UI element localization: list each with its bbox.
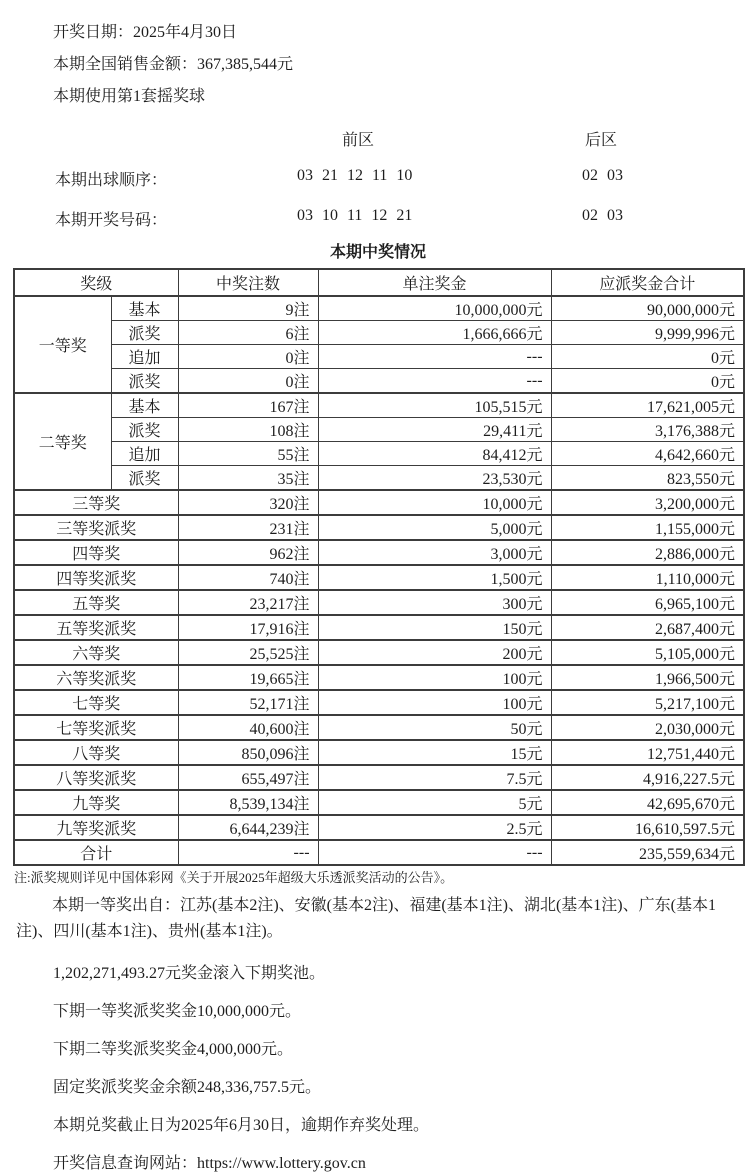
total-payout-cell: 16,610,597.5元 (551, 815, 744, 840)
prize-subtype-cell: 追加 (111, 442, 178, 466)
ball-set-text: 本期使用第1套摇奖球 (53, 88, 206, 105)
table-row (14, 640, 744, 665)
next-first-prize-bonus-text: 下期一等奖派奖奖金10,000,000元。 (53, 1003, 302, 1020)
table-header-row (14, 269, 744, 296)
total-payout-cell: 3,200,000元 (551, 490, 744, 515)
info-website-text: 开奖信息查询网站：https://www.lottery.gov.cn (53, 1155, 366, 1172)
single-prize-cell: 2.5元 (318, 815, 551, 840)
prize-level-cell: 七等奖 (14, 690, 178, 715)
winning-count-cell: 167注 (178, 393, 318, 418)
fixed-bonus-balance-text: 固定奖派奖奖金余额248,336,757.5元。 (53, 1079, 322, 1096)
total-payout-cell: 2,030,000元 (551, 715, 744, 740)
col-header-prize-level: 奖级 (14, 269, 178, 296)
total-payout-cell: 3,176,388元 (551, 418, 744, 442)
redemption-deadline-text: 本期兑奖截止日为2025年6月30日，逾期作弃奖处理。 (53, 1117, 430, 1134)
prize-level-cell: 五等奖派奖 (14, 615, 178, 640)
draw-order-back-numbers: 02 03 (582, 167, 623, 184)
table-row (14, 765, 744, 790)
single-prize-cell: 10,000元 (318, 490, 551, 515)
winning-count-cell: 6注 (178, 321, 318, 345)
total-payout-cell: 5,105,000元 (551, 640, 744, 665)
total-payout-cell: 4,916,227.5元 (551, 765, 744, 790)
prize-level-cell: 九等奖 (14, 790, 178, 815)
back-zone-label: 后区 (585, 132, 618, 149)
winning-count-cell: 962注 (178, 540, 318, 565)
prize-subtype-cell: 派奖 (111, 369, 178, 394)
single-prize-cell: 29,411元 (318, 418, 551, 442)
table-row (14, 515, 744, 540)
table-row (14, 442, 744, 466)
total-payout-cell: 12,751,440元 (551, 740, 744, 765)
winning-count-cell: 19,665注 (178, 665, 318, 690)
single-prize-cell: 200元 (318, 640, 551, 665)
table-row (14, 369, 744, 394)
winning-count-cell: 655,497注 (178, 765, 318, 790)
winning-count-cell: 740注 (178, 565, 318, 590)
winning-count-cell: 52,171注 (178, 690, 318, 715)
winning-count-cell: 25,525注 (178, 640, 318, 665)
single-prize-cell: 84,412元 (318, 442, 551, 466)
table-row (14, 690, 744, 715)
prize-level-cell: 七等奖派奖 (14, 715, 178, 740)
single-prize-cell: 15元 (318, 740, 551, 765)
total-payout-cell: 2,886,000元 (551, 540, 744, 565)
table-row (14, 418, 744, 442)
rollover-amount-text: 1,202,271,493.27元奖金滚入下期奖池。 (53, 965, 326, 982)
prize-table (13, 268, 745, 866)
winning-count-cell: 35注 (178, 466, 318, 491)
single-prize-cell: 300元 (318, 590, 551, 615)
table-row (14, 345, 744, 369)
draw-date-text: 开奖日期：2025年4月30日 (53, 24, 238, 41)
total-payout-cell: 1,155,000元 (551, 515, 744, 540)
single-prize-cell: 50元 (318, 715, 551, 740)
table-row (14, 490, 744, 515)
single-prize-cell: --- (318, 369, 551, 394)
prize-table-title: 本期中奖情况 (329, 244, 426, 261)
winning-count-cell: 23,217注 (178, 590, 318, 615)
winning-count-cell: 55注 (178, 442, 318, 466)
prize-table-body (14, 296, 744, 865)
sales-amount-text: 本期全国销售金额：367,385,544元 (53, 56, 294, 73)
winning-count-cell: --- (178, 840, 318, 865)
winning-count-cell: 17,916注 (178, 615, 318, 640)
winning-count-cell: 40,600注 (178, 715, 318, 740)
single-prize-cell: --- (318, 345, 551, 369)
winning-numbers-row (0, 207, 755, 229)
winning-count-cell: 108注 (178, 418, 318, 442)
table-row (14, 665, 744, 690)
draw-order-row (0, 167, 755, 189)
total-payout-cell: 6,965,100元 (551, 590, 744, 615)
prize-subtype-cell: 追加 (111, 345, 178, 369)
single-prize-cell: 5,000元 (318, 515, 551, 540)
total-payout-cell: 0元 (551, 369, 744, 394)
table-row (14, 321, 744, 345)
single-prize-cell: 10,000,000元 (318, 296, 551, 321)
single-prize-cell: 150元 (318, 615, 551, 640)
total-payout-cell: 2,687,400元 (551, 615, 744, 640)
single-prize-cell: 7.5元 (318, 765, 551, 790)
col-header-single-prize: 单注奖金 (318, 269, 551, 296)
winning-front-numbers: 03 10 11 12 21 (297, 207, 413, 224)
col-header-winning-count: 中奖注数 (178, 269, 318, 296)
prize-level-cell: 九等奖派奖 (14, 815, 178, 840)
prize-subtype-cell: 基本 (111, 393, 178, 418)
total-payout-cell: 1,110,000元 (551, 565, 744, 590)
single-prize-cell: 5元 (318, 790, 551, 815)
prize-subtype-cell: 派奖 (111, 321, 178, 345)
total-payout-cell: 5,217,100元 (551, 690, 744, 715)
single-prize-cell: 1,500元 (318, 565, 551, 590)
table-row (14, 740, 744, 765)
winning-count-cell: 0注 (178, 369, 318, 394)
draw-order-label: 本期出球顺序： (55, 172, 168, 189)
table-row (14, 790, 744, 815)
single-prize-cell: 23,530元 (318, 466, 551, 491)
draw-order-front-numbers: 03 21 12 11 10 (297, 167, 413, 184)
winning-count-cell: 8,539,134注 (178, 790, 318, 815)
winning-count-cell: 6,644,239注 (178, 815, 318, 840)
total-payout-cell: 823,550元 (551, 466, 744, 491)
prize-level-cell: 八等奖 (14, 740, 178, 765)
zone-labels-row (0, 127, 755, 149)
prize-level-cell: 四等奖派奖 (14, 565, 178, 590)
single-prize-cell: 1,666,666元 (318, 321, 551, 345)
single-prize-cell: 100元 (318, 690, 551, 715)
single-prize-cell: 105,515元 (318, 393, 551, 418)
table-row (14, 840, 744, 865)
table-row (14, 565, 744, 590)
prize-level-cell: 六等奖派奖 (14, 665, 178, 690)
winning-count-cell: 850,096注 (178, 740, 318, 765)
prize-level-cell: 八等奖派奖 (14, 765, 178, 790)
total-payout-cell: 0元 (551, 345, 744, 369)
winning-numbers-label: 本期开奖号码： (55, 212, 168, 229)
prize-level-cell: 六等奖 (14, 640, 178, 665)
col-header-total-payout: 应派奖金合计 (551, 269, 744, 296)
table-row (14, 615, 744, 640)
total-payout-cell: 1,966,500元 (551, 665, 744, 690)
winning-count-cell: 320注 (178, 490, 318, 515)
prize-level-cell: 三等奖 (14, 490, 178, 515)
prize-subtype-cell: 派奖 (111, 418, 178, 442)
winning-count-cell: 231注 (178, 515, 318, 540)
front-zone-label: 前区 (342, 132, 375, 149)
prize-level-cell: 一等奖 (14, 296, 111, 393)
table-row (14, 393, 744, 418)
winning-count-cell: 0注 (178, 345, 318, 369)
table-row (14, 715, 744, 740)
prize-subtype-cell: 派奖 (111, 466, 178, 491)
table-row (14, 815, 744, 840)
total-payout-cell: 9,999,996元 (551, 321, 744, 345)
winning-back-numbers: 02 03 (582, 207, 623, 224)
total-payout-cell: 17,621,005元 (551, 393, 744, 418)
prize-level-cell: 三等奖派奖 (14, 515, 178, 540)
table-row (14, 590, 744, 615)
single-prize-cell: 100元 (318, 665, 551, 690)
table-row (14, 296, 744, 321)
prize-subtype-cell: 基本 (111, 296, 178, 321)
single-prize-cell: --- (318, 840, 551, 865)
prize-level-cell: 合计 (14, 840, 178, 865)
table-row (14, 466, 744, 491)
next-second-prize-bonus-text: 下期二等奖派奖奖金4,000,000元。 (53, 1041, 294, 1058)
table-row (14, 540, 744, 565)
first-prize-provinces-text: 本期一等奖出自：江苏(基本2注)、安徽(基本2注)、福建(基本1注)、湖北(基本1注)、广东(基本1注)、四川(基本1注)、贵州(基本1注)。 (16, 897, 716, 940)
prize-level-cell: 五等奖 (14, 590, 178, 615)
note-text: 注:派奖规则详见中国体彩网《关于开展2025年超级大乐透派奖活动的公告》。 (14, 870, 454, 885)
total-payout-cell: 235,559,634元 (551, 840, 744, 865)
winning-count-cell: 9注 (178, 296, 318, 321)
prize-level-cell: 四等奖 (14, 540, 178, 565)
single-prize-cell: 3,000元 (318, 540, 551, 565)
total-payout-cell: 4,642,660元 (551, 442, 744, 466)
total-payout-cell: 42,695,670元 (551, 790, 744, 815)
prize-level-cell: 二等奖 (14, 393, 111, 490)
total-payout-cell: 90,000,000元 (551, 296, 744, 321)
